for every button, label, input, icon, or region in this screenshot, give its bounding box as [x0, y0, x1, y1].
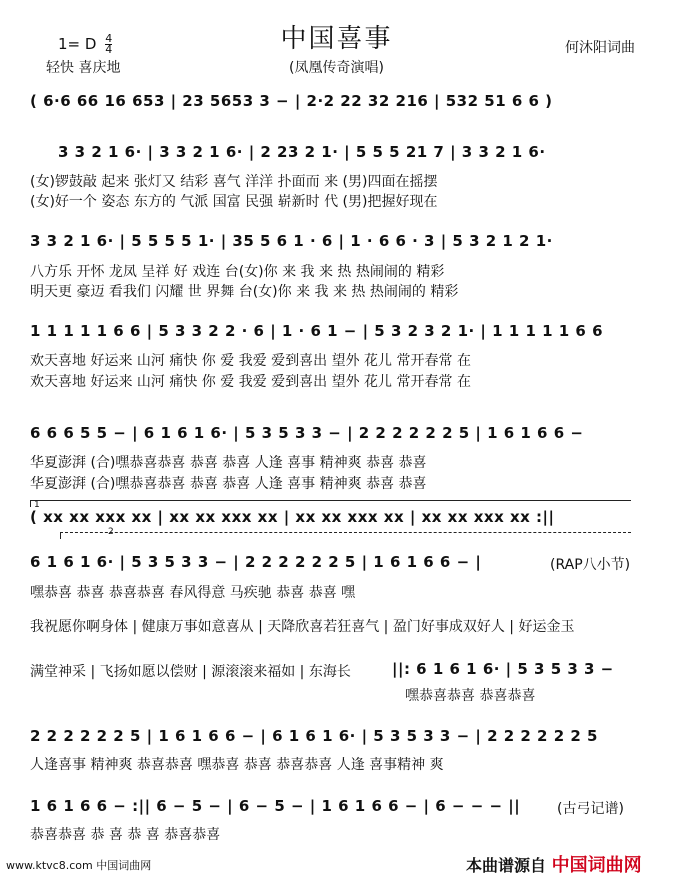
- score-row-4: 6 6 6 5 5 − | 6 1 6 1 6· | 5 3 5 3 3 − | 2 2 2 2 2 2 5 | 1 6 1 6 6 −: [30, 424, 584, 442]
- score-row-tail-2: 2 2 2 2 2 2 5 | 1 6 1 6 6 − | 6 1 6 1 6· | 5 3 5 3 3 − | 2 2 2 2 2 2 5: [30, 727, 598, 745]
- volta-1-label: 1: [34, 500, 40, 510]
- score-row-tail-3: 1 6 1 6 6 − :|| 6 − 5 − | 6 − 5 − | 1 6 1 6 6 − | 6 − − − ||: [30, 797, 521, 815]
- score-row-tail-1: ||: 6 1 6 1 6· | 5 3 5 3 3 −: [392, 660, 614, 678]
- score-row-2: 3 3 2 1 6· | 5 5 5 5 1· | 35 5 6 1 · 6 | 1 · 6 6 · 3 | 5 3 2 1 2 1·: [30, 232, 553, 250]
- time-top: 4: [105, 32, 113, 45]
- footer-source: [466, 851, 642, 877]
- score-row-6: 6 1 6 1 6· | 5 3 5 3 3 − | 2 2 2 2 2 2 5 | 1 6 1 6 6 − |: [30, 553, 482, 571]
- footer-source-label: 本曲谱源自: [466, 856, 547, 875]
- performer-credit: (凤凰传奇演唱): [289, 60, 384, 76]
- lyric-row-4a: 华夏澎湃 (合)嘿恭喜恭喜 恭喜 恭喜 人逢 喜事 精神爽 恭喜 恭喜: [30, 455, 427, 471]
- transcriber-credit: (古弓记谱): [557, 801, 624, 817]
- time-bottom: 4: [105, 43, 113, 56]
- footer-brand: 中国词曲网: [551, 855, 642, 876]
- score-row-percussion: ( xx xx xxx xx | xx xx xxx xx | xx xx xxx xx | xx xx xxx xx :||: [30, 508, 555, 526]
- volta-2-label: 2: [108, 527, 114, 537]
- lyric-row-1b: (女)好一个 姿态 东方的 气派 国富 民强 崭新时 代 (男)把握好现在: [30, 194, 438, 210]
- rap-line-2: 满堂神采 | 飞扬如愿以偿财 | 源滚滚来福如 | 东海长: [30, 664, 351, 680]
- score-row-3: 1 1 1 1 1 6 6 | 5 3 3 2 2 · 6 | 1 · 6 1 − | 5 3 2 3 2 1· | 1 1 1 1 1 6 6: [30, 322, 604, 340]
- volta-bracket-1: [30, 500, 631, 507]
- time-signature: [105, 34, 112, 55]
- lyric-row-2a: 八方乐 开怀 龙凤 呈祥 好 戏连 台(女)你 来 我 来 热 热闹闹的 精彩: [30, 264, 445, 280]
- score-row-1: 3 3 2 1 6· | 3 3 2 1 6· | 2 23 2 1· | 5 5 5 21 7 | 3 3 2 1 6·: [58, 143, 546, 161]
- key-label: 1= D: [58, 35, 97, 53]
- lyric-tail-2: 人逢喜事 精神爽 恭喜恭喜 嘿恭喜 恭喜 恭喜恭喜 人逢 喜事精神 爽: [30, 757, 444, 773]
- lyric-row-6: 嘿恭喜 恭喜 恭喜恭喜 春风得意 马疾驰 恭喜 恭喜 嘿: [30, 585, 356, 601]
- lyric-row-3b: 欢天喜地 好运来 山河 痛快 你 爱 我爱 爱到喜出 望外 花儿 常开春常 在: [30, 374, 471, 390]
- composer-credit: 何沐阳词曲: [565, 40, 635, 56]
- rap-line-1: 我祝愿你啊身体 | 健康万事如意喜从 | 天降欣喜若狂喜气 | 盈门好事成双好人 | 好运金玉: [30, 619, 575, 635]
- footer-site: www.ktvc8.com 中国词曲网: [6, 859, 152, 872]
- lyric-tail-1: 嘿恭喜恭喜 恭喜恭喜: [405, 688, 536, 704]
- lyric-row-4b: 华夏澎湃 (合)嘿恭喜恭喜 恭喜 恭喜 人逢 喜事 精神爽 恭喜 恭喜: [30, 476, 427, 492]
- score-row-intro: ( 6·6 66 16 653 | 23 5653 3 − | 2·2 22 32 216 | 532 51 6 6 ): [30, 92, 553, 110]
- rap-label: (RAP八小节): [550, 557, 631, 573]
- song-title: 中国喜事: [280, 24, 393, 54]
- lyric-row-2b: 明天更 豪迈 看我们 闪耀 世 界舞 台(女)你 来 我 来 热 热闹闹的 精彩: [30, 284, 459, 300]
- lyric-row-1a: (女)锣鼓敲 起来 张灯又 结彩 喜气 洋洋 扑面而 来 (男)四面在摇摆: [30, 174, 438, 190]
- key-signature: [58, 34, 112, 55]
- lyric-row-3a: 欢天喜地 好运来 山河 痛快 你 爱 我爱 爱到喜出 望外 花儿 常开春常 在: [30, 353, 471, 369]
- lyric-tail-3: 恭喜恭喜 恭 喜 恭 喜 恭喜恭喜: [30, 827, 221, 843]
- volta-bracket-2: [60, 532, 631, 539]
- tempo-marking: 轻快 喜庆地: [46, 60, 121, 76]
